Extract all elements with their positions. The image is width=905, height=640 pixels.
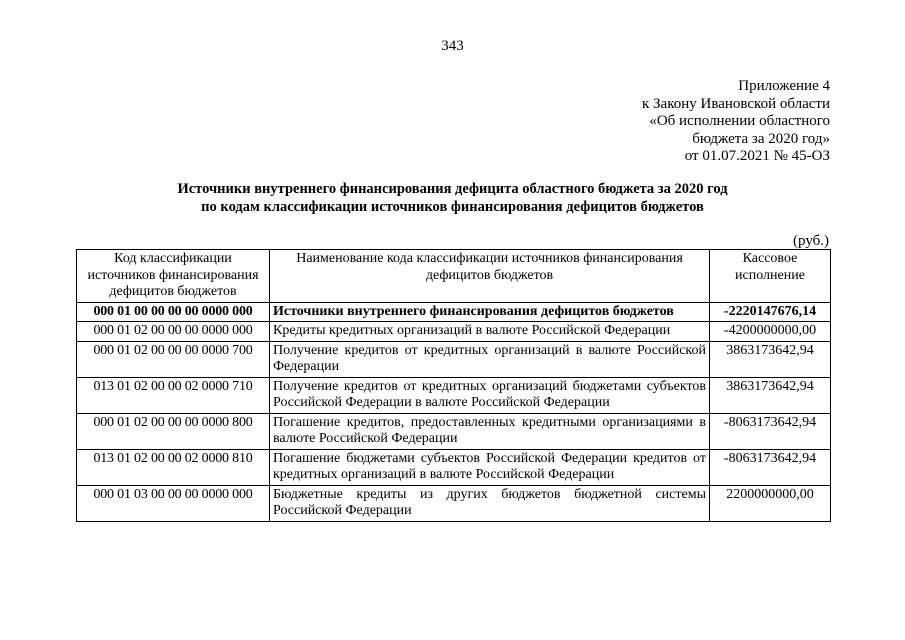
row-amount: -4200000000,00 (710, 322, 831, 342)
row-name: Бюджетные кредиты из других бюджетов бюджетной системы Российской Федерации (270, 485, 710, 521)
table-row (77, 341, 831, 377)
table-row (77, 302, 831, 322)
row-amount: 3863173642,94 (710, 341, 831, 377)
document-title (0, 181, 905, 216)
table-row (77, 413, 831, 449)
header-code: Код классификации источников финансирования дефицитов бюджетов (77, 250, 270, 303)
unit-note: (руб.) (793, 233, 829, 249)
document-title-line: по кодам классификации источников финансирования дефицитов бюджетов (201, 198, 704, 215)
table-row (77, 449, 831, 485)
row-name: Кредиты кредитных организаций в валюте Российской Федерации (270, 322, 710, 342)
row-amount: -8063173642,94 (710, 413, 831, 449)
appendix-block (642, 78, 830, 166)
row-amount: 3863173642,94 (710, 377, 831, 413)
appendix-line: бюджета за 2020 год» (692, 130, 830, 147)
row-code: 000 01 02 00 00 00 0000 800 (77, 413, 270, 449)
row-name: Получение кредитов от кредитных организаций в валюте Российской Федерации (270, 341, 710, 377)
appendix-line: Приложение 4 (738, 78, 830, 94)
page-number: 343 (441, 38, 464, 54)
appendix-line: к Закону Ивановской области (641, 95, 830, 112)
row-name: Получение кредитов от кредитных организаций бюджетами субъектов Российской Федерации в валюте Российской Федерации (270, 377, 710, 413)
row-amount: 2200000000,00 (710, 485, 831, 521)
row-amount: -2220147676,14 (710, 302, 831, 322)
row-name: Погашение кредитов, предоставленных кредитными организациями в валюте Российской Федерации (270, 413, 710, 449)
row-code: 013 01 02 00 00 02 0000 810 (77, 449, 270, 485)
financing-sources-table (76, 249, 831, 522)
row-name: Погашение бюджетами субъектов Российской Федерации кредитов от кредитных организаций в валюте Российской Федерации (270, 449, 710, 485)
header-amount: Кассовое исполнение (710, 250, 831, 303)
row-code: 000 01 02 00 00 00 0000 700 (77, 341, 270, 377)
row-code: 000 01 00 00 00 00 0000 000 (77, 302, 270, 322)
document-title-line: Источники внутреннего финансирования дефицита областного бюджета за 2020 год (177, 181, 728, 197)
table-header-row (77, 250, 831, 303)
appendix-line: от 01.07.2021 № 45-ОЗ (684, 148, 830, 164)
row-name: Источники внутреннего финансирования дефицитов бюджетов (270, 302, 710, 322)
row-amount: -8063173642,94 (710, 449, 831, 485)
row-code: 013 01 02 00 00 02 0000 710 (77, 377, 270, 413)
header-name: Наименование кода классификации источников финансирования дефицитов бюджетов (270, 250, 710, 303)
row-code: 000 01 02 00 00 00 0000 000 (77, 322, 270, 342)
table-row (77, 485, 831, 521)
table-row (77, 377, 831, 413)
row-code: 000 01 03 00 00 00 0000 000 (77, 485, 270, 521)
table-row (77, 322, 831, 342)
appendix-line: «Об исполнении областного (649, 113, 830, 129)
